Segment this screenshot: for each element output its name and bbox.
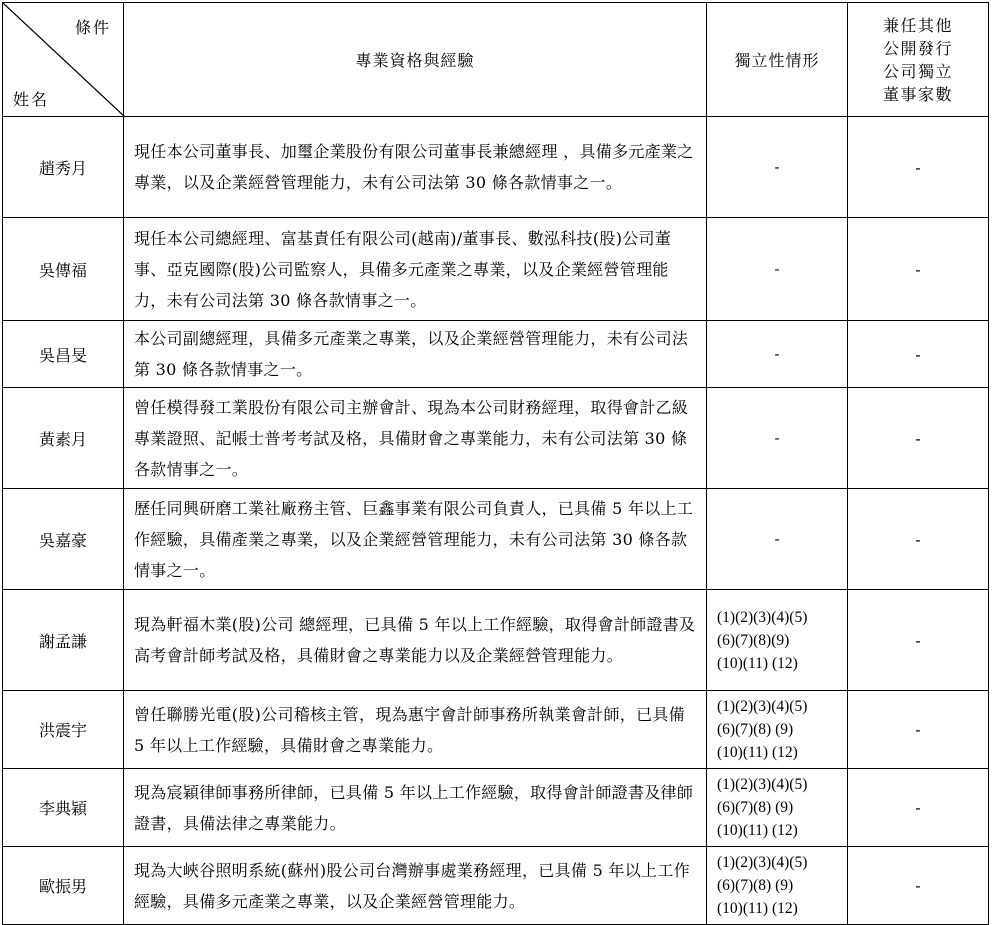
independence-criteria-list (707, 773, 847, 842)
table-row (3, 388, 989, 489)
independence-criteria-line: (1)(2)(3)(4)(5) (717, 608, 808, 626)
independence-status (707, 691, 848, 769)
independence-status (707, 388, 848, 489)
qualification-experience: 曾任模得發工業股份有限公司主辦會計、現為本公司財務經理，取得會計乙級專業證照、記帳士普考考試及格，具備財會之專業能力，未有公司法第 30 條各款情事之一。 (124, 388, 707, 489)
independence-status (707, 847, 848, 925)
table-row (3, 590, 989, 691)
independence-criteria-line: (6)(7)(8) (9) (717, 799, 794, 816)
independence-status (707, 321, 848, 388)
concurrent-directorships-count: - (848, 489, 989, 590)
director-name: 吳嘉豪 (3, 489, 124, 590)
concurrent-header-line: 兼任其他 (882, 15, 953, 35)
independence-criteria-line: (1)(2)(3)(4)(5) (717, 698, 808, 715)
independence-value: - (774, 260, 780, 278)
header-row (3, 3, 989, 117)
concurrent-directorships-count: - (848, 388, 989, 489)
independence-criteria-line: (10)(11) (12) (717, 822, 798, 839)
concurrent-directorships-count: - (848, 590, 989, 691)
directors-qualification-table (2, 2, 989, 925)
qualification-header: 專業資格與經驗 (124, 3, 707, 117)
director-name: 謝孟謙 (3, 590, 124, 691)
table-row (3, 321, 989, 388)
director-name: 洪震宇 (3, 691, 124, 769)
director-name: 趙秀月 (3, 117, 124, 218)
independence-status (707, 117, 848, 218)
independence-status (707, 590, 848, 691)
independence-criteria-line: (1)(2)(3)(4)(5) (717, 776, 808, 793)
director-name: 吳傳福 (3, 218, 124, 321)
table-row (3, 847, 989, 925)
director-name: 歐振男 (3, 847, 124, 925)
concurrent-directorships-count: - (848, 321, 989, 388)
independence-value: - (774, 530, 780, 548)
concurrent-directorships-count: - (848, 847, 989, 925)
independence-status (707, 769, 848, 847)
independence-criteria-list (707, 851, 847, 920)
condition-header: 條件 (74, 18, 111, 37)
independence-criteria-line: (10)(11) (12) (717, 900, 798, 917)
concurrent-directorships-count: - (848, 218, 989, 321)
qualification-experience: 現任本公司總經理、富基責任有限公司(越南)/董事長、數泓科技(股)公司董事、亞克國際(股)公司監察人，具備多元產業之專業，以及企業經營管理能力，未有公司法第 30 條各款情事之一。 (124, 218, 707, 321)
table-row (3, 691, 989, 769)
concurrent-header-line: 董事家數 (882, 84, 953, 104)
qualification-experience: 現為大峽谷照明系統(蘇州)股公司台灣辦事處業務經理，已具備 5 年以上工作經驗，具備多元產業之專業，以及企業經營管理能力。 (124, 847, 707, 925)
independence-criteria-list (707, 606, 847, 675)
independence-criteria-line: (10)(11) (12) (717, 744, 798, 761)
qualification-experience: 現為宸穎律師事務所律師，已具備 5 年以上工作經驗，取得會計師證書及律師證書，具備法律之專業能力。 (124, 769, 707, 847)
independence-criteria-list (707, 695, 847, 764)
concurrent-directorships-header (848, 3, 989, 117)
concurrent-header-line: 公司獨立 (882, 61, 953, 81)
concurrent-directorships-count: - (848, 117, 989, 218)
concurrent-directorships-count: - (848, 769, 989, 847)
name-header: 姓名 (13, 90, 50, 109)
independence-criteria-line: (10)(11) (12) (717, 654, 798, 672)
qualification-experience: 曾任聯勝光電(股)公司稽核主管，現為惠宇會計師事務所執業會計師，已具備 5 年以上工作經驗，具備財會之專業能力。 (124, 691, 707, 769)
independence-value: - (774, 429, 780, 447)
concurrent-directorships-count: - (848, 691, 989, 769)
director-name: 黃素月 (3, 388, 124, 489)
independence-criteria-line: (6)(7)(8)(9) (717, 631, 790, 649)
qualification-experience: 歷任同興研磨工業社廠務主管、巨鑫事業有限公司負責人，已具備 5 年以上工作經驗，具備產業之專業，以及企業經營管理能力，未有公司法第 30 條各款情事之一。 (124, 489, 707, 590)
table-row (3, 117, 989, 218)
qualification-experience: 本公司副總經理，具備多元產業之專業，以及企業經營管理能力，未有公司法第 30 條各款情事之一。 (124, 321, 707, 388)
independence-status (707, 489, 848, 590)
independence-header: 獨立性情形 (707, 3, 848, 117)
qualification-experience: 現任本公司董事長、加璽企業股份有限公司董事長兼總經理 ，具備多元產業之專業，以及企業經營管理能力，未有公司法第 30 條各款情事之一。 (124, 117, 707, 218)
qualification-experience: 現為軒福木業(股)公司 總經理，已具備 5 年以上工作經驗，取得會計師證書及高考會計師考試及格，具備財會之專業能力以及企業經營管理能力。 (124, 590, 707, 691)
independence-criteria-line: (6)(7)(8) (9) (717, 721, 794, 738)
independence-value: - (774, 158, 780, 176)
table-row (3, 218, 989, 321)
concurrent-header-line: 公開發行 (882, 38, 953, 58)
diagonal-header-cell (3, 3, 124, 117)
independence-criteria-line: (1)(2)(3)(4)(5) (717, 854, 808, 871)
independence-criteria-line: (6)(7)(8) (9) (717, 877, 794, 894)
director-name: 吳昌旻 (3, 321, 124, 388)
independence-status (707, 218, 848, 321)
independence-value: - (774, 345, 780, 363)
director-name: 李典穎 (3, 769, 124, 847)
table-row (3, 489, 989, 590)
table-row (3, 769, 989, 847)
